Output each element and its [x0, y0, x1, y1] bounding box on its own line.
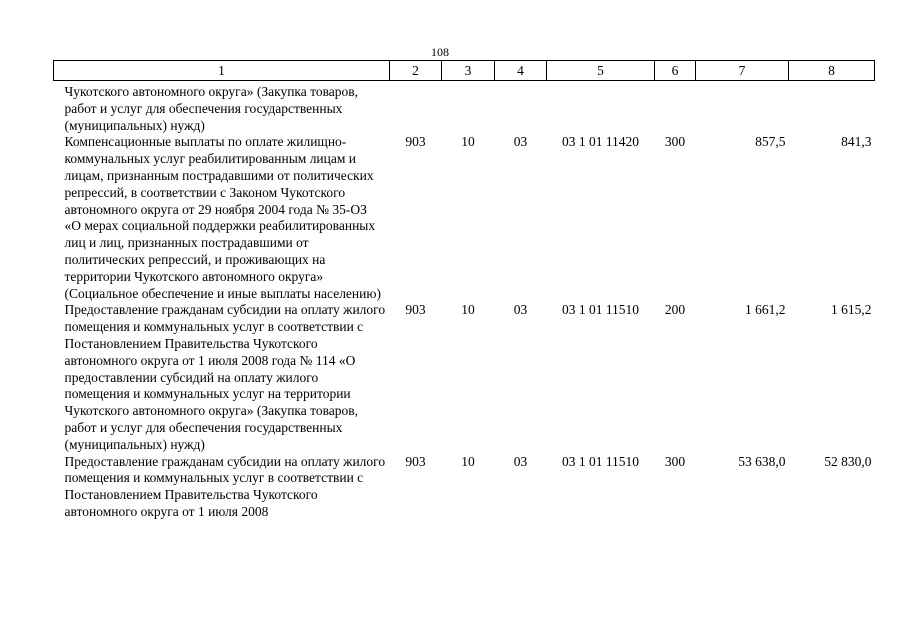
row-expense-type: 300 — [664, 134, 686, 150]
row-target-article: 03 1 01 11510 — [561, 453, 640, 469]
row-amount-col7: 53 638,0 — [738, 453, 786, 469]
column-header-1: 1 — [54, 61, 390, 81]
row-description: Чукотского автономного округа» (Закупка товаров, работ и услуг для обеспечения государственных (муниципальных) нужд) — [64, 84, 359, 133]
row-description: Предоставление гражданам субсидии на оплату жилого помещения и коммунальных услуг в соответствии с Постановлением Правительства Чукотского автономного округа от 1 июля 2008 года № 114 «О предоставлении субсидий на оплату жилого помещения и коммунальных услуг на территории Чукотского автономного округа» (Закупка товаров, работ и услуг для обеспечения государственных (муниципальных) нужд) — [64, 302, 386, 452]
column-header-3: 3 — [442, 61, 495, 81]
column-header-5: 5 — [547, 61, 655, 81]
row-description: Компенсационные выплаты по оплате жилищно-коммунальных услуг реабилитированным лицам и лицам, признанным пострадавшими от политических репрессий, в соответствии с Законом Чукотского автономного округа от 29 ноября 2004 года № 35-ОЗ «О мерах социальной поддержки реабилитированных лиц и лиц, признанных пострадавшими от политических репрессий, и проживающих на территории Чукотского автономного округа» (Социальное обеспечение и иные выплаты населению) — [64, 134, 381, 301]
column-header-8: 8 — [789, 61, 875, 81]
row-amount-col7: 857,5 — [755, 134, 786, 150]
row-admin-code — [390, 81, 442, 135]
row-expense-type: 300 — [664, 453, 686, 469]
column-header-4: 4 — [495, 61, 547, 81]
row-section: 10 — [461, 453, 475, 469]
table-row — [54, 81, 875, 135]
table-row — [54, 454, 875, 521]
row-amount-col8 — [789, 81, 875, 135]
table-row — [54, 134, 875, 302]
row-expense-type — [655, 81, 696, 135]
row-description: Предоставление гражданам субсидии на оплату жилого помещения и коммунальных услуг в соответствии с Постановлением Правительства Чукотского автономного округа от 1 июля 2008 — [64, 453, 386, 519]
page-number: 108 — [431, 45, 449, 59]
row-amount-col8: 841,3 — [841, 134, 872, 150]
row-amount-col7: 1 661,2 — [745, 302, 786, 318]
column-header-6: 6 — [655, 61, 696, 81]
row-section: 10 — [461, 134, 475, 150]
row-section — [442, 81, 495, 135]
row-target-article: 03 1 01 11510 — [561, 302, 640, 318]
row-admin-code: 903 — [405, 134, 426, 150]
row-admin-code: 903 — [405, 302, 426, 318]
row-subsection: 03 — [513, 302, 528, 318]
column-header-2: 2 — [390, 61, 442, 81]
row-subsection: 03 — [513, 453, 528, 469]
table-header-row — [54, 61, 875, 81]
row-amount-col7 — [696, 81, 789, 135]
row-expense-type: 200 — [664, 302, 686, 318]
budget-table — [53, 60, 875, 521]
row-amount-col8: 52 830,0 — [824, 453, 872, 469]
row-target-article: 03 1 01 11420 — [561, 134, 640, 150]
row-subsection — [495, 81, 547, 135]
row-section: 10 — [461, 302, 475, 318]
row-amount-col8: 1 615,2 — [831, 302, 872, 318]
row-admin-code: 903 — [405, 453, 426, 469]
row-target-article — [547, 81, 655, 135]
row-subsection: 03 — [513, 134, 528, 150]
column-header-7: 7 — [696, 61, 789, 81]
table-row — [54, 302, 875, 453]
